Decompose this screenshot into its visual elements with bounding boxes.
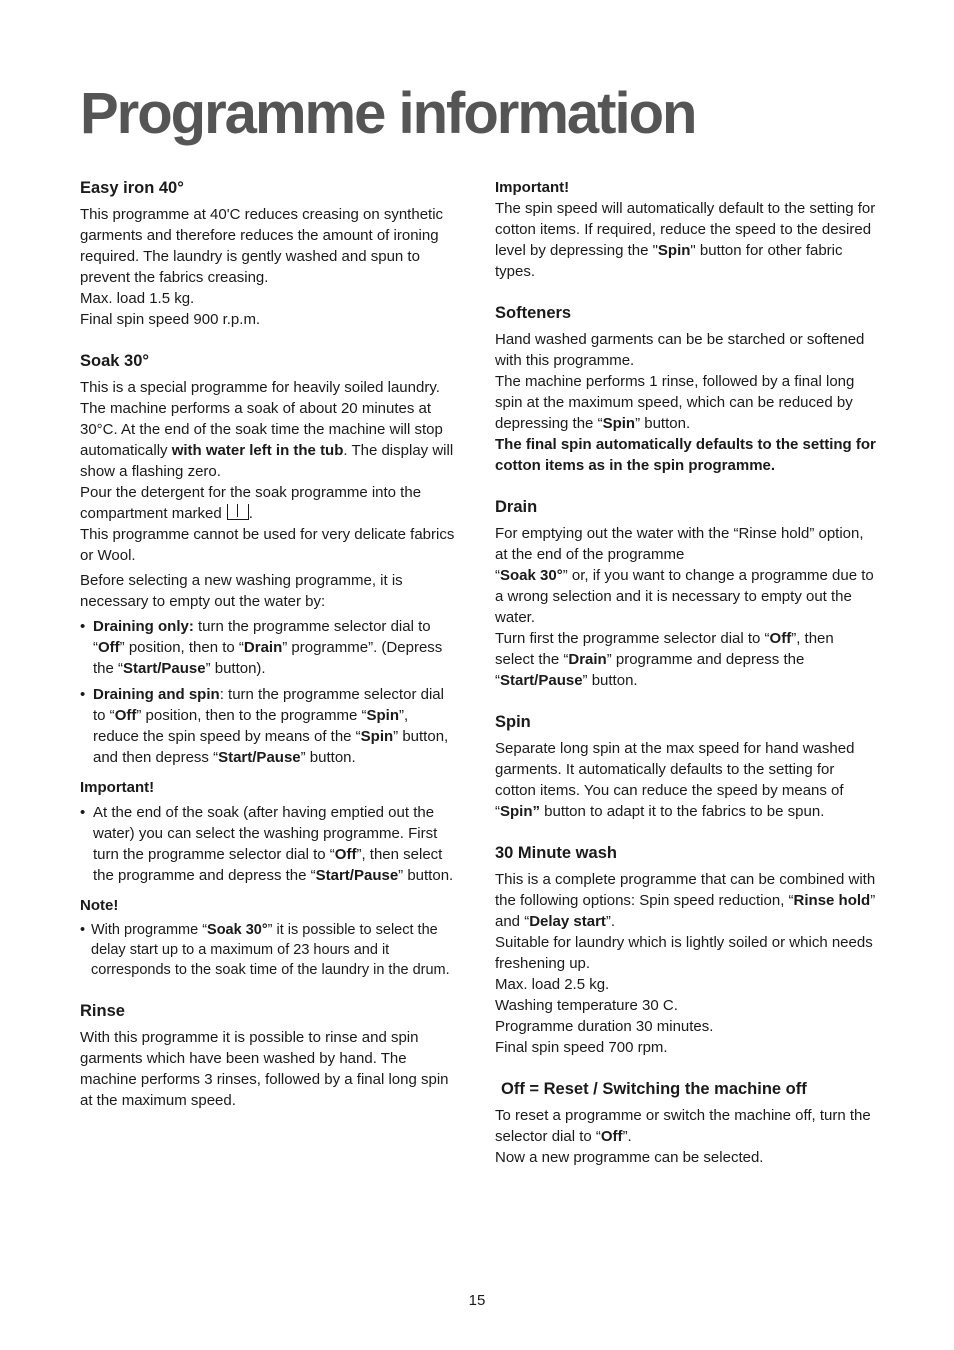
section-soak — [80, 350, 458, 980]
thirty-spin-speed: Final spin speed 700 rpm. — [495, 1039, 668, 1056]
emphasis: Drain — [243, 639, 283, 656]
drain-condition — [495, 565, 877, 628]
section-30-minute-wash — [495, 842, 877, 1058]
text: ” and “ — [495, 892, 876, 930]
text: Pour the detergent for the soak programme into the compartment marked — [80, 484, 422, 522]
page-title: Programme information — [80, 81, 696, 146]
text: This is a complete programme that can be combined with the following options: Spin speed reduction, “ — [495, 871, 876, 909]
emphasis: Spin — [602, 415, 636, 432]
section-drain — [495, 496, 877, 691]
section-heading-softeners: Softeners — [495, 304, 572, 322]
softeners-description: Hand washed garments can be be starched or softened with this programme. — [495, 331, 865, 369]
list-item-after-soak — [80, 802, 458, 886]
section-heading-off-reset: Off = Reset / Switching the machine off — [501, 1080, 807, 1098]
emphasis: Rinse hold — [793, 892, 871, 909]
text: ”, then select the programme and depress the “ — [93, 846, 443, 884]
emphasis: Spin — [360, 728, 394, 745]
text: ”. — [605, 913, 616, 930]
section-softeners — [495, 302, 877, 476]
section-heading-soak: Soak 30° — [80, 352, 149, 370]
text: ”, then select the “ — [495, 630, 834, 668]
emphasis: Spin — [366, 707, 399, 724]
text: ” button. — [300, 749, 356, 766]
list-item-draining-only — [80, 616, 458, 679]
thirty-temperature: Washing temperature 30 C. — [495, 997, 678, 1014]
page-number: 15 — [468, 1292, 486, 1309]
off-reset-instructions — [495, 1105, 877, 1147]
emphasis: Off — [114, 707, 137, 724]
emphasis: Start/Pause — [218, 749, 301, 766]
thirty-max-load: Max. load 2.5 kg. — [495, 976, 610, 993]
text: . — [248, 505, 253, 522]
easy-iron-max-load: Max. load 1.5 kg. — [80, 290, 195, 307]
soak-empty-water: Before selecting a new washing programme, it is necessary to empty out the water by: — [80, 572, 403, 610]
important-text — [495, 198, 877, 282]
text: : turn the programme selector dial to “ — [93, 686, 444, 724]
section-heading-rinse: Rinse — [80, 1002, 125, 1020]
section-easy-iron — [80, 177, 458, 330]
soak-note-list — [80, 920, 458, 980]
text: ” it is possible to select the delay start up to a maximum of 23 hours and it corresponds to the soak time of the laundry in the drum. — [91, 922, 450, 978]
soak-compartment-icon — [227, 504, 249, 520]
emphasis: Delay start — [529, 913, 606, 930]
emphasis: Start/Pause — [123, 660, 206, 677]
soak-important-heading: Important! — [80, 779, 155, 796]
text: . The display will show a flashing zero. — [80, 442, 454, 480]
text: ” button). — [205, 660, 266, 677]
text: At the end of the soak (after having emptied out the water) you can select the washing programme. First turn the programme selector dial to “ — [93, 804, 438, 863]
text: ” or, if you want to change a programme due to a wrong selection and it is necessary to empty out the water. — [495, 567, 874, 626]
easy-iron-spin-speed: Final spin speed 900 r.p.m. — [80, 311, 261, 328]
emphasis: Draining and spin — [93, 686, 220, 703]
drain-description: For emptying out the water with the “Rinse hold” option, at the end of the programme — [495, 525, 864, 563]
soak-important-list — [80, 802, 458, 886]
rinse-description: With this programme it is possible to rinse and spin garments which have been washed by hand. The machine performs 3 rinses, followed by a final long spin at the maximum speed. — [80, 1029, 449, 1109]
section-rinse — [80, 1000, 458, 1111]
emphasis: Soak 30° — [207, 922, 268, 938]
list-item-delay-start — [80, 920, 458, 980]
text: With programme “ — [91, 922, 208, 938]
text: Separate long spin at the max speed for hand washed garments. It automatically defaults to the setting for cotton items. You can reduce the speed by means of “ — [495, 740, 855, 820]
thirty-duration: Programme duration 30 minutes. — [495, 1018, 714, 1035]
text: ” programme”. (Depress the “ — [93, 639, 443, 677]
text: ” button. — [398, 867, 454, 884]
softeners-default-note — [495, 434, 877, 476]
softeners-rinse — [495, 371, 877, 434]
thirty-suitable: Suitable for laundry which is lightly soiled or which needs freshening up. — [495, 934, 873, 972]
emphasis: The final spin automatically defaults to the setting for cotton items as in the spin programme. — [495, 436, 876, 474]
soak-note-heading: Note! — [80, 897, 119, 914]
emphasis: Off — [98, 639, 120, 656]
section-off-reset — [495, 1078, 877, 1168]
section-spin — [495, 711, 877, 822]
text: The spin speed will automatically default to the setting for cotton items. If required, reduce the speed to the desired level by depressing the " — [495, 200, 876, 259]
text: ” button. — [635, 415, 691, 432]
text: ”. — [622, 1128, 632, 1145]
emphasis: Soak 30° — [500, 567, 563, 584]
text: “ — [495, 567, 500, 584]
thirty-description — [495, 869, 877, 932]
text: button to adapt it to the fabrics to be spun. — [540, 803, 825, 820]
text: To reset a programme or switch the machine off, turn the selector dial to “ — [495, 1107, 871, 1145]
text: ” button. — [582, 672, 638, 689]
text: ” position, then to “ — [119, 639, 244, 656]
emphasis: with water left in the tub — [171, 442, 344, 459]
spin-description — [495, 738, 877, 822]
text: ” programme and depress the “ — [495, 651, 805, 689]
emphasis: Start/Pause — [500, 672, 583, 689]
right-column — [495, 177, 877, 1188]
text: The machine performs 1 rinse, followed by a final long spin at the maximum speed, which can be reduced by depressing the “ — [495, 373, 855, 432]
drain-instructions — [495, 628, 877, 691]
section-heading-spin: Spin — [495, 713, 531, 731]
emphasis: Drain — [568, 651, 607, 668]
text: " button for other fabric types. — [495, 242, 843, 280]
text: ”, reduce the spin speed by means of the “ — [93, 707, 409, 745]
soak-description — [80, 377, 458, 482]
emphasis: Spin — [657, 242, 691, 259]
emphasis: Spin” — [500, 803, 540, 820]
left-column — [80, 177, 458, 1131]
text: ” button, and then depress “ — [93, 728, 449, 766]
emphasis: Start/Pause — [315, 867, 399, 884]
easy-iron-description: This programme at 40'C reduces creasing on synthetic garments and therefore reduces the amount of ironing required. The laundry is gently washed and spun to prevent the fabrics creasing. — [80, 206, 444, 286]
text: ” position, then to the programme “ — [136, 707, 367, 724]
drain-options-list — [80, 616, 458, 768]
list-item-draining-and-spin — [80, 684, 458, 768]
soak-detergent-note — [80, 482, 458, 524]
soak-restriction: This programme cannot be used for very delicate fabrics or Wool. — [80, 526, 455, 564]
text: Turn first the programme selector dial to “ — [495, 630, 770, 647]
emphasis: Draining only: — [93, 618, 194, 635]
emphasis: Off — [769, 630, 792, 647]
text: turn the programme selector dial to “ — [93, 618, 431, 656]
emphasis: Off — [600, 1128, 623, 1145]
off-reset-new-programme: Now a new programme can be selected. — [495, 1149, 764, 1166]
section-heading-drain: Drain — [495, 498, 538, 516]
emphasis: Off — [334, 846, 357, 863]
text: This is a special programme for heavily soiled laundry. The machine performs a soak of about 20 minutes at 30°C. At the end of the soak time the machine will stop automatically — [80, 379, 443, 459]
section-important — [495, 177, 877, 282]
important-heading: Important! — [495, 179, 570, 196]
section-heading-30-minute-wash: 30 Minute wash — [495, 844, 617, 862]
section-heading-easy-iron: Easy iron 40° — [80, 179, 184, 197]
